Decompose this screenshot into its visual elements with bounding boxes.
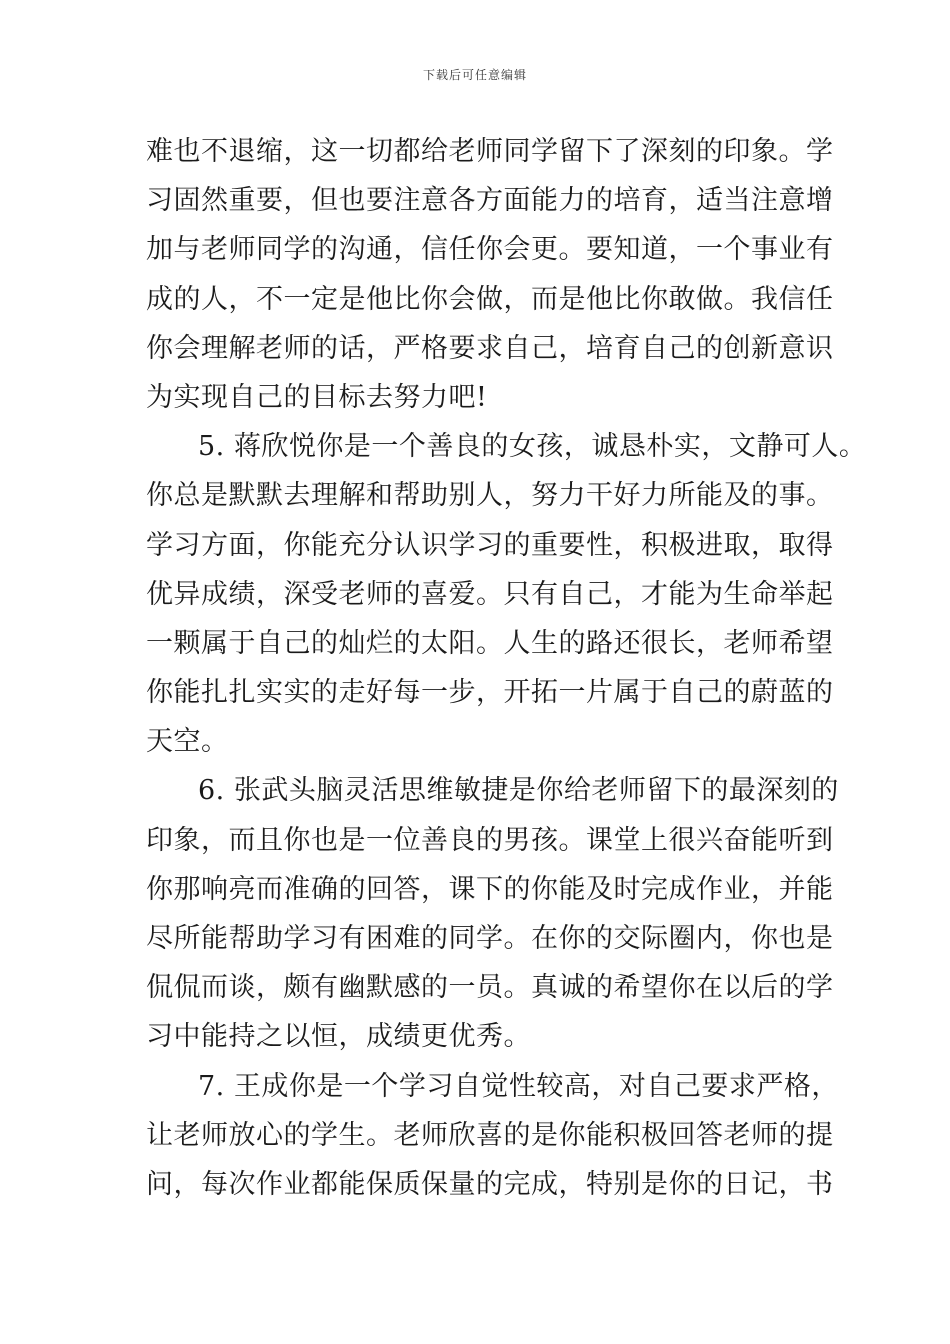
text-line: 侃侃而谈，颇有幽默感的一员。真诚的希望你在以后的学 xyxy=(146,972,834,1004)
text-line: 你那响亮而准确的回答，课下的你能及时完成作业，并能 xyxy=(146,873,834,905)
page-header: 下载后可任意编辑 xyxy=(422,68,527,82)
paragraph-first-line: 6. 张武头脑灵活思维敏捷是你给老师留下的最深刻的 xyxy=(198,775,839,807)
paragraph-first-line: 5. 蒋欣悦你是一个善良的女孩，诚恳朴实，文静可人。 xyxy=(198,431,867,463)
text-line: 成的人，不一定是他比你会做，而是他比你敢做。我信任 xyxy=(146,283,834,315)
text-line: 你能扎扎实实的走好每一步，开拓一片属于自己的蔚蓝的 xyxy=(146,677,834,709)
paragraph-first-line: 7. 王成你是一个学习自觉性较高，对自己要求严格， xyxy=(198,1070,839,1102)
text-line: 你会理解老师的话，严格要求自己，培育自己的创新意识 xyxy=(146,332,834,364)
text-line: 你总是默默去理解和帮助别人，努力干好力所能及的事。 xyxy=(146,480,834,512)
text-line: 让老师放心的学生。老师欣喜的是你能积极回答老师的提 xyxy=(146,1119,834,1151)
text-line: 加与老师同学的沟通，信任你会更。要知道，一个事业有 xyxy=(146,234,834,266)
text-line: 问，每次作业都能保质保量的完成，特别是你的日记，书 xyxy=(146,1168,834,1200)
text-line: 一颗属于自己的灿烂的太阳。人生的路还很长，老师希望 xyxy=(146,627,834,659)
text-line: 学习方面，你能充分认识学习的重要性，积极进取，取得 xyxy=(146,529,834,561)
text-line: 习中能持之以恒，成绩更优秀。 xyxy=(146,1021,531,1053)
text-line: 印象，而且你也是一位善良的男孩。课堂上很兴奋能听到 xyxy=(146,824,834,856)
text-line: 天空。 xyxy=(146,726,229,758)
document-body xyxy=(146,127,867,1209)
text-line: 习固然重要，但也要注意各方面能力的培育，适当注意增 xyxy=(146,185,834,217)
text-line: 为实现自己的目标去努力吧! xyxy=(146,381,488,413)
text-line: 优异成绩，深受老师的喜爱。只有自己，才能为生命举起 xyxy=(146,578,834,610)
text-line: 尽所能帮助学习有困难的同学。在你的交际圈内，你也是 xyxy=(146,923,834,954)
text-line: 难也不退缩，这一切都给老师同学留下了深刻的印象。学 xyxy=(146,136,834,167)
